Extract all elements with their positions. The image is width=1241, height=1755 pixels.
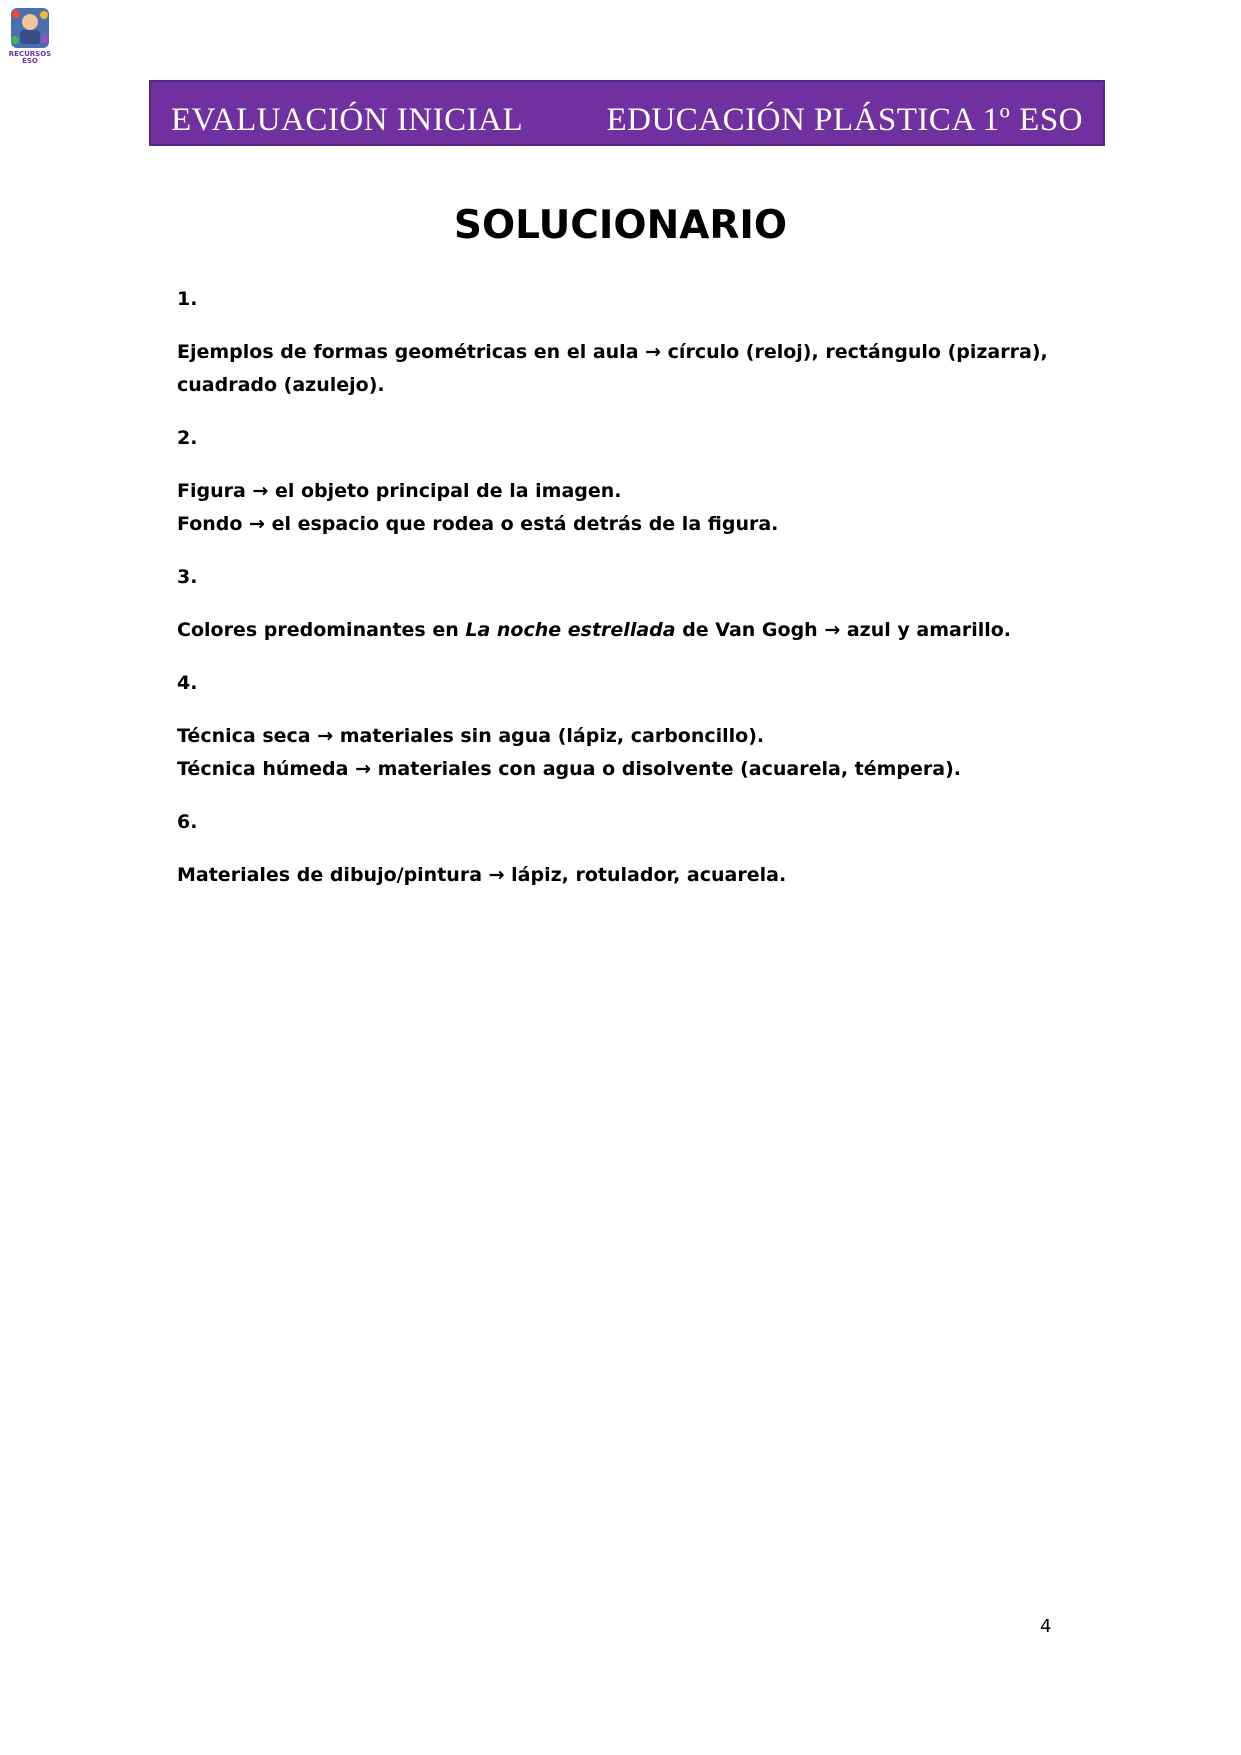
answer-1-number: 1.	[177, 288, 198, 310]
recursos-eso-logo	[8, 6, 52, 64]
answer-list	[177, 283, 1077, 912]
header-banner	[149, 80, 1105, 146]
answer-6-number: 6.	[177, 811, 198, 833]
svg-text:ESO: ESO	[22, 57, 38, 64]
svg-text:RECURSOS: RECURSOS	[8, 50, 52, 58]
page-number: 4	[1040, 1616, 1052, 1637]
answer-4-line-1: Técnica seca → materiales sin agua (lápiz, carboncillo).	[177, 725, 765, 747]
answer-3-before: Colores predominantes en	[177, 619, 466, 641]
header-left-title: EVALUACIÓN INICIAL	[171, 102, 524, 138]
answer-3-text	[177, 614, 1077, 647]
answer-2-text	[177, 475, 1077, 541]
header-right-title: EDUCACIÓN PLÁSTICA 1º ESO	[606, 102, 1083, 138]
page-title: SOLUCIONARIO	[453, 203, 788, 248]
answer-3-number: 3.	[177, 566, 198, 588]
answer-3-after: de Van Gogh → azul y amarillo.	[675, 619, 1012, 641]
answer-6-text: Materiales de dibujo/pintura → lápiz, rotulador, acuarela.	[177, 864, 787, 886]
answer-2-line-2: Fondo → el espacio que rodea o está detrás de la figura.	[177, 513, 779, 535]
answer-1-text: Ejemplos de formas geométricas en el aula → círculo (reloj), rectángulo (pizarra), cuadrado (azulejo).	[177, 341, 1048, 396]
answer-2-line-1: Figura → el objeto principal de la imagen.	[177, 480, 622, 502]
answer-4-line-2: Técnica húmeda → materiales con agua o disolvente (acuarela, témpera).	[177, 758, 962, 780]
answer-4-number: 4.	[177, 672, 198, 694]
answer-4-text	[177, 720, 1077, 786]
answer-2-number: 2.	[177, 427, 198, 449]
answer-3-artwork-title: La noche estrellada	[465, 619, 676, 641]
